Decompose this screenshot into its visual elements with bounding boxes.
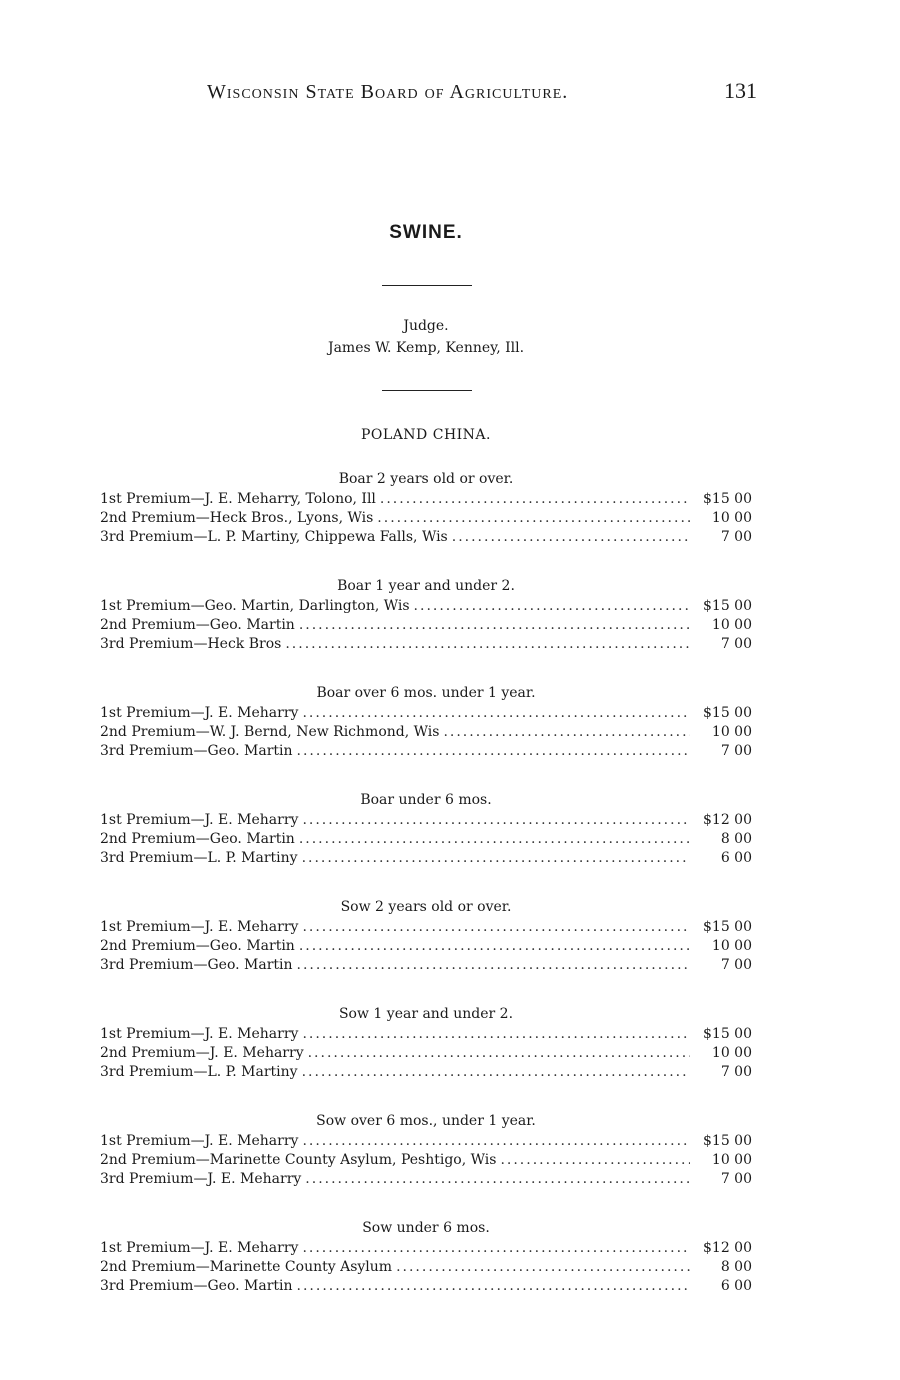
class-title: Boar over 6 mos. under 1 year. bbox=[316, 685, 536, 701]
premium-amount: 7 00 bbox=[720, 1171, 752, 1187]
premium-winner: Marinette County Asylum bbox=[209, 1259, 393, 1275]
premium-winner: J. E. Meharry bbox=[204, 705, 299, 721]
premium-place: 2nd Premium bbox=[100, 831, 196, 847]
em-dash-separator: — bbox=[195, 938, 210, 954]
em-dash-separator: — bbox=[190, 1026, 205, 1042]
premium-place: 2nd Premium bbox=[100, 1045, 196, 1061]
em-dash-separator: — bbox=[190, 1133, 205, 1149]
em-dash-separator: — bbox=[195, 510, 210, 526]
dot-leader bbox=[380, 490, 690, 509]
em-dash-separator: — bbox=[190, 598, 205, 614]
em-dash-separator: — bbox=[193, 743, 208, 759]
premium-entry bbox=[100, 704, 752, 723]
premium-amount: 10 00 bbox=[711, 938, 752, 954]
dot-leader bbox=[299, 830, 690, 849]
judge-name: James W. Kemp, Kenney, Ill. bbox=[327, 340, 525, 356]
premium-entry bbox=[100, 918, 752, 937]
premium-amount: $15 00 bbox=[703, 919, 752, 935]
premium-winner: Geo. Martin bbox=[209, 831, 295, 847]
premium-winner: Heck Bros bbox=[207, 636, 282, 652]
em-dash-separator: — bbox=[195, 1045, 210, 1061]
premium-class-list bbox=[100, 468, 752, 1324]
premium-winner: Geo. Martin bbox=[209, 938, 295, 954]
premium-amount: 10 00 bbox=[711, 510, 752, 526]
dot-leader bbox=[302, 849, 690, 868]
premium-entry bbox=[100, 1025, 752, 1044]
em-dash-separator: — bbox=[195, 1152, 210, 1168]
premium-amount: $15 00 bbox=[703, 598, 752, 614]
premium-entry bbox=[100, 849, 752, 868]
dot-leader bbox=[302, 811, 690, 830]
dot-leader bbox=[299, 937, 690, 956]
premium-entry bbox=[100, 723, 752, 742]
premium-place: 3rd Premium bbox=[100, 529, 194, 545]
premium-winner: Marinette County Asylum, Peshtigo, Wis bbox=[209, 1152, 497, 1168]
premium-winner: J. E. Meharry, Tolono, Ill bbox=[204, 491, 376, 507]
premium-winner: J. E. Meharry bbox=[204, 1026, 299, 1042]
dot-leader bbox=[396, 1258, 690, 1277]
premium-entry bbox=[100, 616, 752, 635]
premium-amount: 10 00 bbox=[711, 724, 752, 740]
premium-amount: $15 00 bbox=[703, 491, 752, 507]
premium-amount: 6 00 bbox=[720, 850, 752, 866]
premium-entry bbox=[100, 1132, 752, 1151]
dot-leader bbox=[299, 616, 690, 635]
premium-place: 1st Premium bbox=[100, 812, 191, 828]
premium-class bbox=[100, 1217, 752, 1296]
dot-leader bbox=[285, 635, 690, 654]
premium-amount: 8 00 bbox=[720, 1259, 752, 1275]
em-dash-separator: — bbox=[190, 1240, 205, 1256]
premium-entry bbox=[100, 528, 752, 547]
premium-place: 2nd Premium bbox=[100, 617, 196, 633]
premium-entry bbox=[100, 1151, 752, 1170]
em-dash-separator: — bbox=[193, 1171, 208, 1187]
premium-amount: 10 00 bbox=[711, 617, 752, 633]
divider-rule bbox=[382, 390, 472, 391]
premium-winner: L. P. Martiny bbox=[207, 1064, 298, 1080]
premium-winner: J. E. Meharry bbox=[204, 1133, 299, 1149]
dot-leader bbox=[305, 1170, 690, 1189]
premium-place: 1st Premium bbox=[100, 1026, 191, 1042]
premium-winner: J. E. Meharry bbox=[204, 1240, 299, 1256]
premium-entry bbox=[100, 1044, 752, 1063]
premium-winner: W. J. Bernd, New Richmond, Wis bbox=[209, 724, 440, 740]
class-title: Boar 1 year and under 2. bbox=[337, 578, 515, 594]
premium-place: 2nd Premium bbox=[100, 510, 196, 526]
premium-place: 2nd Premium bbox=[100, 724, 196, 740]
dot-leader bbox=[302, 1132, 690, 1151]
em-dash-separator: — bbox=[193, 957, 208, 973]
premium-entry bbox=[100, 597, 752, 616]
running-header bbox=[207, 78, 757, 104]
class-title: Sow 2 years old or over. bbox=[340, 899, 512, 915]
premium-entry bbox=[100, 937, 752, 956]
premium-place: 1st Premium bbox=[100, 1240, 191, 1256]
premium-place: 1st Premium bbox=[100, 919, 191, 935]
breed-heading: POLAND CHINA. bbox=[361, 427, 491, 443]
em-dash-separator: — bbox=[193, 529, 208, 545]
dot-leader bbox=[308, 1044, 690, 1063]
dot-leader bbox=[414, 597, 690, 616]
premium-entry bbox=[100, 1277, 752, 1296]
premium-entry bbox=[100, 490, 752, 509]
premium-entry bbox=[100, 811, 752, 830]
premium-amount: 7 00 bbox=[720, 957, 752, 973]
em-dash-separator: — bbox=[195, 724, 210, 740]
running-header-title: Wisconsin State Board of Agriculture. bbox=[207, 81, 569, 103]
dot-leader bbox=[302, 918, 690, 937]
premium-entry bbox=[100, 1239, 752, 1258]
em-dash-separator: — bbox=[190, 491, 205, 507]
class-title: Boar under 6 mos. bbox=[360, 792, 492, 808]
em-dash-separator: — bbox=[193, 850, 208, 866]
dot-leader bbox=[297, 1277, 690, 1296]
class-title: Sow over 6 mos., under 1 year. bbox=[316, 1113, 536, 1129]
dot-leader bbox=[302, 1063, 690, 1082]
premium-place: 1st Premium bbox=[100, 491, 191, 507]
dot-leader bbox=[302, 1239, 690, 1258]
em-dash-separator: — bbox=[195, 617, 210, 633]
premium-entry bbox=[100, 1170, 752, 1189]
premium-place: 3rd Premium bbox=[100, 850, 194, 866]
premium-amount: $12 00 bbox=[703, 1240, 752, 1256]
premium-winner: L. P. Martiny, Chippewa Falls, Wis bbox=[207, 529, 448, 545]
dot-leader bbox=[302, 704, 690, 723]
premium-amount: 8 00 bbox=[720, 831, 752, 847]
em-dash-separator: — bbox=[190, 919, 205, 935]
premium-amount: 6 00 bbox=[720, 1278, 752, 1294]
premium-place: 1st Premium bbox=[100, 598, 191, 614]
premium-entry bbox=[100, 830, 752, 849]
premium-amount: $12 00 bbox=[703, 812, 752, 828]
em-dash-separator: — bbox=[190, 705, 205, 721]
class-title: Sow under 6 mos. bbox=[362, 1220, 490, 1236]
premium-entry bbox=[100, 742, 752, 761]
premium-winner: L. P. Martiny bbox=[207, 850, 298, 866]
premium-entry bbox=[100, 635, 752, 654]
premium-class bbox=[100, 896, 752, 975]
premium-amount: 7 00 bbox=[720, 529, 752, 545]
dot-leader bbox=[297, 956, 690, 975]
dot-leader bbox=[500, 1151, 690, 1170]
premium-class bbox=[100, 789, 752, 868]
em-dash-separator: — bbox=[193, 1278, 208, 1294]
premium-class bbox=[100, 682, 752, 761]
premium-place: 1st Premium bbox=[100, 705, 191, 721]
premium-winner: J. E. Meharry bbox=[209, 1045, 304, 1061]
class-title: Sow 1 year and under 2. bbox=[338, 1006, 514, 1022]
em-dash-separator: — bbox=[193, 1064, 208, 1080]
premium-place: 2nd Premium bbox=[100, 938, 196, 954]
premium-winner: J. E. Meharry bbox=[204, 812, 299, 828]
em-dash-separator: — bbox=[193, 636, 208, 652]
premium-winner: Geo. Martin bbox=[209, 617, 295, 633]
premium-class bbox=[100, 468, 752, 547]
dot-leader bbox=[443, 723, 690, 742]
premium-entry bbox=[100, 1063, 752, 1082]
page-number: 131 bbox=[724, 78, 757, 103]
premium-winner: J. E. Meharry bbox=[207, 1171, 302, 1187]
dot-leader bbox=[297, 742, 690, 761]
premium-place: 1st Premium bbox=[100, 1133, 191, 1149]
premium-winner: Heck Bros., Lyons, Wis bbox=[209, 510, 374, 526]
premium-amount: 7 00 bbox=[720, 743, 752, 759]
premium-winner: Geo. Martin, Darlington, Wis bbox=[204, 598, 410, 614]
dot-leader bbox=[377, 509, 690, 528]
judge-label: Judge. bbox=[403, 318, 449, 334]
premium-place: 3rd Premium bbox=[100, 743, 194, 759]
premium-place: 2nd Premium bbox=[100, 1152, 196, 1168]
premium-winner: Geo. Martin bbox=[207, 1278, 293, 1294]
premium-place: 3rd Premium bbox=[100, 1171, 194, 1187]
premium-amount: 7 00 bbox=[720, 636, 752, 652]
dot-leader bbox=[302, 1025, 690, 1044]
section-title: SWINE. bbox=[389, 222, 463, 243]
premium-entry bbox=[100, 1258, 752, 1277]
premium-amount: $15 00 bbox=[703, 1026, 752, 1042]
premium-entry bbox=[100, 509, 752, 528]
premium-place: 3rd Premium bbox=[100, 957, 194, 973]
em-dash-separator: — bbox=[190, 812, 205, 828]
premium-place: 3rd Premium bbox=[100, 1278, 194, 1294]
premium-amount: 7 00 bbox=[720, 1064, 752, 1080]
premium-amount: $15 00 bbox=[703, 705, 752, 721]
premium-amount: 10 00 bbox=[711, 1045, 752, 1061]
premium-winner: J. E. Meharry bbox=[204, 919, 299, 935]
em-dash-separator: — bbox=[195, 831, 210, 847]
premium-place: 3rd Premium bbox=[100, 636, 194, 652]
premium-class bbox=[100, 1110, 752, 1189]
premium-place: 3rd Premium bbox=[100, 1064, 194, 1080]
class-title: Boar 2 years old or over. bbox=[338, 471, 514, 487]
premium-class bbox=[100, 575, 752, 654]
premium-winner: Geo. Martin bbox=[207, 743, 293, 759]
divider-rule bbox=[382, 285, 472, 286]
premium-class bbox=[100, 1003, 752, 1082]
dot-leader bbox=[452, 528, 690, 547]
premium-amount: 10 00 bbox=[711, 1152, 752, 1168]
em-dash-separator: — bbox=[195, 1259, 210, 1275]
premium-entry bbox=[100, 956, 752, 975]
premium-amount: $15 00 bbox=[703, 1133, 752, 1149]
premium-place: 2nd Premium bbox=[100, 1259, 196, 1275]
premium-winner: Geo. Martin bbox=[207, 957, 293, 973]
